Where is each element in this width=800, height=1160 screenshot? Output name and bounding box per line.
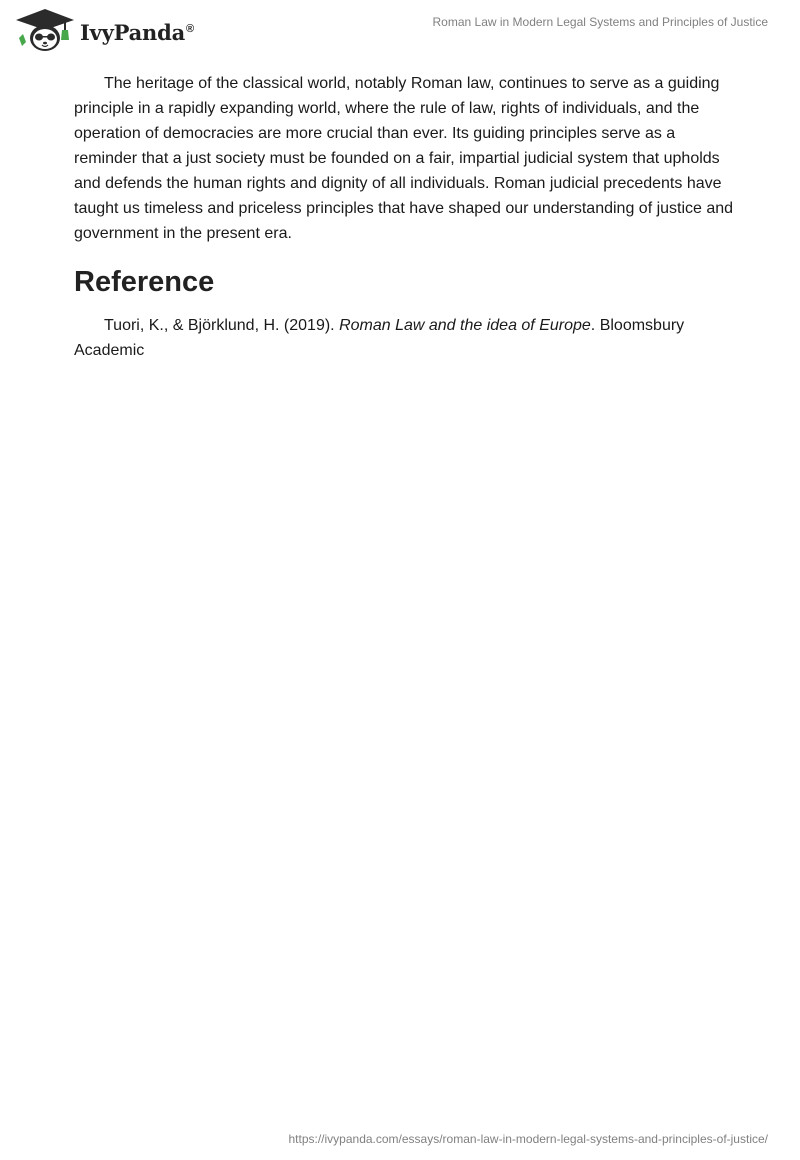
reference-publisher: . Bloomsbury Academic xyxy=(74,317,685,359)
document-body xyxy=(74,71,734,363)
reference-entry xyxy=(74,313,734,363)
panda-logo-icon xyxy=(14,8,76,52)
brand-name: IvyPanda® xyxy=(80,19,194,45)
reference-authors: Tuori, K., & Björklund, H. (2019). xyxy=(104,317,340,334)
source-url[interactable]: https://ivypanda.com/essays/roman-law-in-modern-legal-systems-and-principles-of-justice/ xyxy=(288,1132,768,1146)
brand-logo[interactable] xyxy=(14,8,194,52)
document-title: Roman Law in Modern Legal Systems and Principles of Justice xyxy=(432,15,768,29)
reference-title: Roman Law and the idea of Europe xyxy=(339,317,591,334)
body-paragraph: The heritage of the classical world, notably Roman law, continues to serve as a guiding principle in a rapidly expanding world, where the rule of law, rights of individuals, and the operation of democracies are more crucial than ever. Its guiding principles serve as a reminder that a just society must be founded on a fair, impartial judicial system that upholds and defends the human rights and dignity of all individuals. Roman judicial precedents have taught us timeless and priceless principles that have shaped our understanding of justice and government in the present era. xyxy=(74,75,734,242)
registered-mark: ® xyxy=(186,22,194,35)
reference-heading: Reference xyxy=(74,266,215,298)
